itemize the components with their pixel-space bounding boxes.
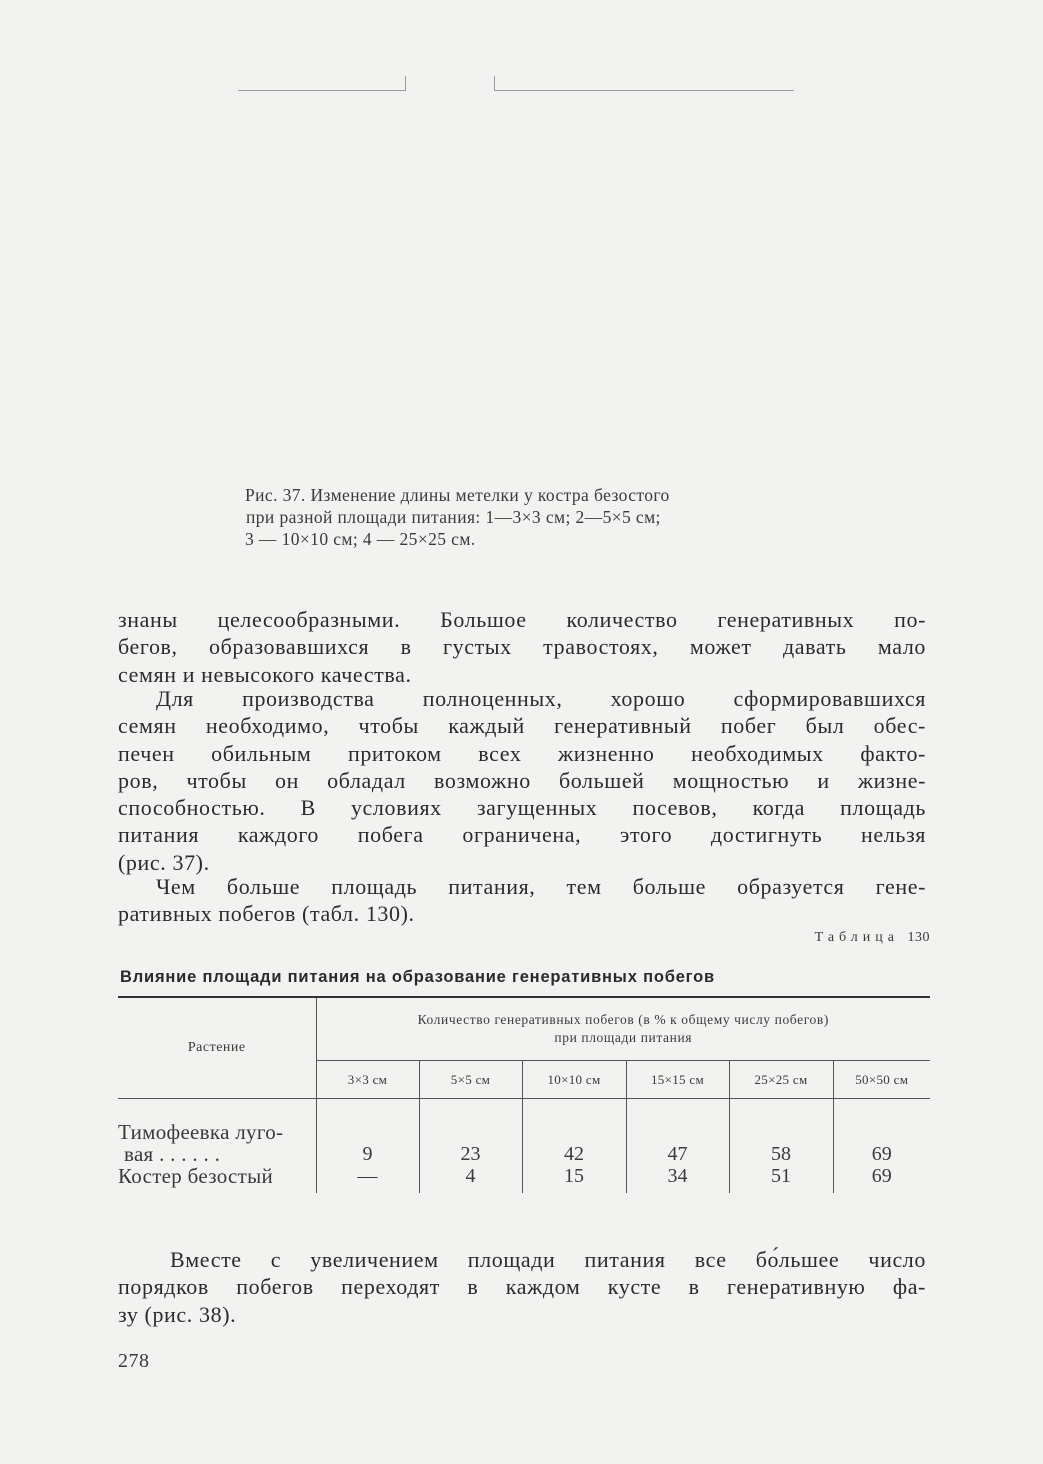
text-line: порядков побегов переходят в каждом кусте в генеративную фа- <box>118 1274 926 1300</box>
table-row <box>118 1121 930 1165</box>
text-line: ративных побегов (табл. 130). <box>118 901 415 927</box>
table-cell: — <box>316 1165 419 1187</box>
paragraph-4 <box>118 1246 926 1328</box>
text-line: семян и невысокого качества. <box>118 661 412 687</box>
table-row <box>118 1165 930 1187</box>
table-cell: 15 <box>522 1165 626 1187</box>
paragraph-1 <box>118 606 926 688</box>
header-group-line: при площади питания <box>554 1030 693 1045</box>
column-header: 10×10 см <box>522 1061 626 1099</box>
data-table <box>118 996 930 1193</box>
row-plant-name: Костер безостый <box>118 1165 316 1187</box>
table-cell: 47 <box>626 1121 729 1165</box>
table-cell: 23 <box>419 1121 522 1165</box>
text-line: печен обильным притоком всех жизненно необходимых факто- <box>118 740 926 766</box>
header-plant: Растение <box>118 998 316 1099</box>
text-line: ров, чтобы он обладал возможно большей мощностью и жизне- <box>118 767 926 793</box>
figure-border-tick-right <box>494 76 495 91</box>
text-line: семян необходимо, чтобы каждый генеративный побег был обес- <box>118 713 926 739</box>
column-header: 25×25 см <box>729 1061 833 1099</box>
text-line: Для производства полноценных, хорошо сформировавшихся <box>156 686 926 711</box>
figure-caption-line: Рис. 37. Изменение длины метелки у костра безостого <box>245 485 670 505</box>
table-title: Влияние площади питания на образование генеративных побегов <box>120 968 715 986</box>
text-line: Чем больше площадь питания, тем больше образуется гене- <box>156 874 926 899</box>
header-group-line: Количество генеративных побегов (в % к общему числу побегов) <box>417 1012 829 1027</box>
table-label-word: Таблица <box>814 930 899 945</box>
column-header: 3×3 см <box>316 1061 419 1099</box>
row-plant-name <box>118 1121 316 1165</box>
table-number: 130 <box>907 930 930 945</box>
figure-caption-line: 3 — 10×10 см; 4 — 25×25 см. <box>245 529 476 549</box>
text-line: знаны целесообразными. Большое количество генеративных по- <box>118 607 926 632</box>
text-line: зу (рис. 38). <box>118 1301 237 1327</box>
figure-caption <box>245 484 845 550</box>
figure-caption-line: при разной площади питания: 1—3×3 см; 2—5×5 см; <box>246 507 661 527</box>
header-group <box>316 998 930 1061</box>
table-cell: 9 <box>316 1121 419 1165</box>
text-line: питания каждого побега ограничена, этого достигнуть нельзя <box>118 822 926 848</box>
page-number: 278 <box>118 1350 150 1372</box>
column-header: 15×15 см <box>626 1061 729 1099</box>
figure-border-tick-left <box>405 76 406 91</box>
table-cell: 4 <box>419 1165 522 1187</box>
table-cell: 51 <box>729 1165 833 1187</box>
table-cell: 58 <box>729 1121 833 1165</box>
table-cell: 69 <box>871 1165 892 1187</box>
column-header: 5×5 см <box>419 1061 522 1099</box>
table-cell: 42 <box>522 1121 626 1165</box>
paragraph-2 <box>118 685 926 876</box>
table-cell: 34 <box>626 1165 729 1187</box>
table-cell: 69 <box>871 1143 892 1165</box>
text-line: Вместе с увеличением площади питания все бо́льшее число <box>170 1247 926 1272</box>
paragraph-3 <box>118 873 926 928</box>
column-header: 50×50 см <box>833 1061 930 1099</box>
text-line: бегов, образовавшихся в густых травостоях, может давать мало <box>118 634 926 660</box>
plant-name-line: вая . . . . . . <box>124 1142 221 1166</box>
text-line: способностью. В условиях загущенных посевов, когда площадь <box>118 795 926 821</box>
figure-border-line-left <box>238 90 406 91</box>
figure-border-line-right <box>494 90 794 91</box>
table-label <box>815 930 930 946</box>
plant-name-line: Тимофеевка луго- <box>118 1120 284 1144</box>
text-line: (рис. 37). <box>118 849 210 875</box>
